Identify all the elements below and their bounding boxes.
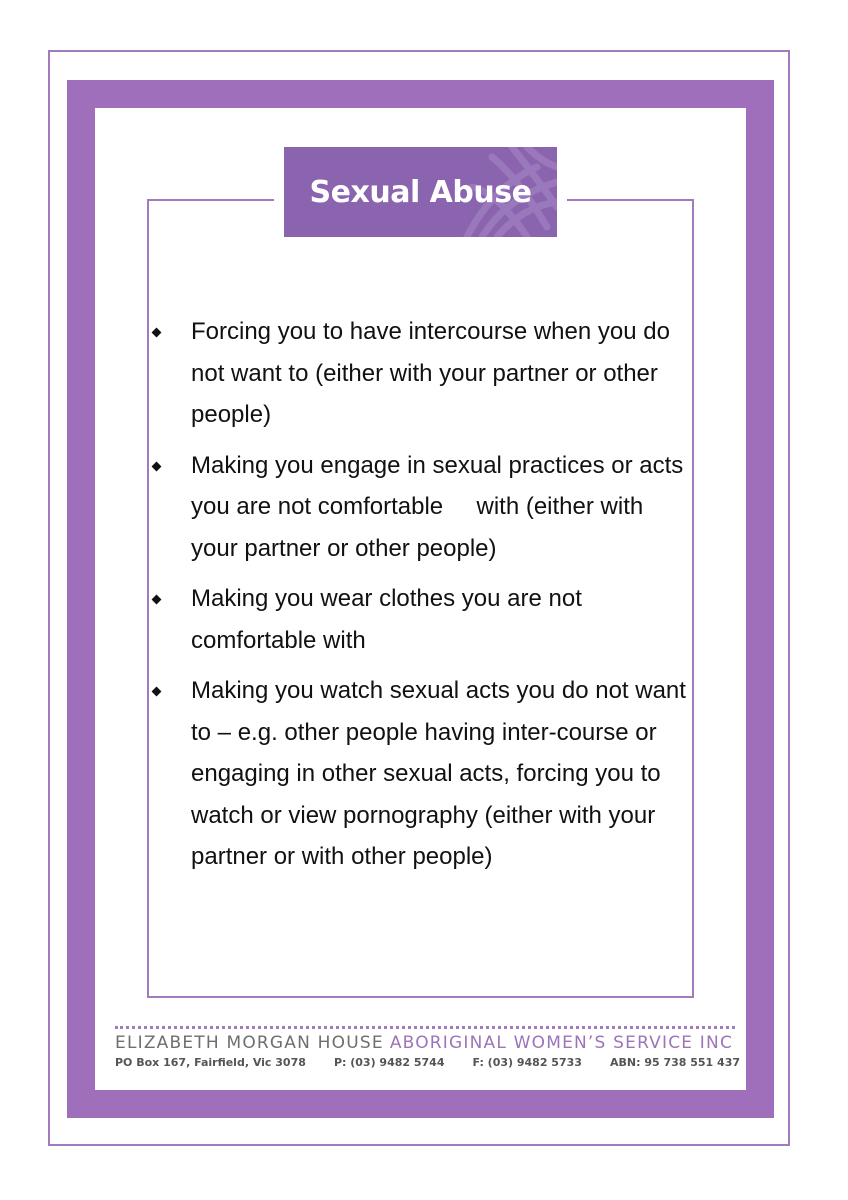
diamond-bullet-icon: [152, 595, 162, 605]
title-banner: [284, 147, 557, 237]
diamond-bullet-icon: [152, 687, 162, 697]
footer-organisation: [115, 1033, 745, 1053]
abn-number: ABN: 95 738 551 437: [609, 1056, 740, 1069]
list-item: [150, 311, 690, 436]
fax-number: F: (03) 9482 5733: [472, 1056, 582, 1069]
list-item-text: Making you engage in sexual practices or acts you are not comfortable with (either with your partner or other people): [191, 451, 690, 562]
list-item-text: Making you wear clothes you are not comfortable with: [191, 585, 582, 654]
diamond-bullet-icon: [152, 328, 162, 338]
footer-contact: [115, 1056, 740, 1069]
postal-address: PO Box 167, Fairfield, Vic 3078: [115, 1056, 306, 1069]
list-item-text: Making you watch sexual acts you do not want to – e.g. other people having inter-course or engaging in other sexual acts, forcing you to watch or view pornography (either with your partner or with other people): [191, 677, 686, 870]
diamond-bullet-icon: [152, 461, 162, 471]
organisation-service: ABORIGINAL WOMEN’S SERVICE INC: [389, 1033, 734, 1053]
phone-number: P: (03) 9482 5744: [333, 1056, 445, 1069]
bullet-list: [150, 311, 690, 887]
page-title: Sexual Abuse: [309, 174, 532, 210]
list-item: [150, 578, 690, 661]
footer-divider: [115, 1026, 735, 1029]
organisation-name: ELIZABETH MORGAN HOUSE: [115, 1033, 384, 1053]
list-item: [150, 445, 690, 570]
list-item: [150, 670, 690, 878]
list-item-text: Forcing you to have intercourse when you do not want to (either with your partner or other people): [191, 318, 670, 428]
